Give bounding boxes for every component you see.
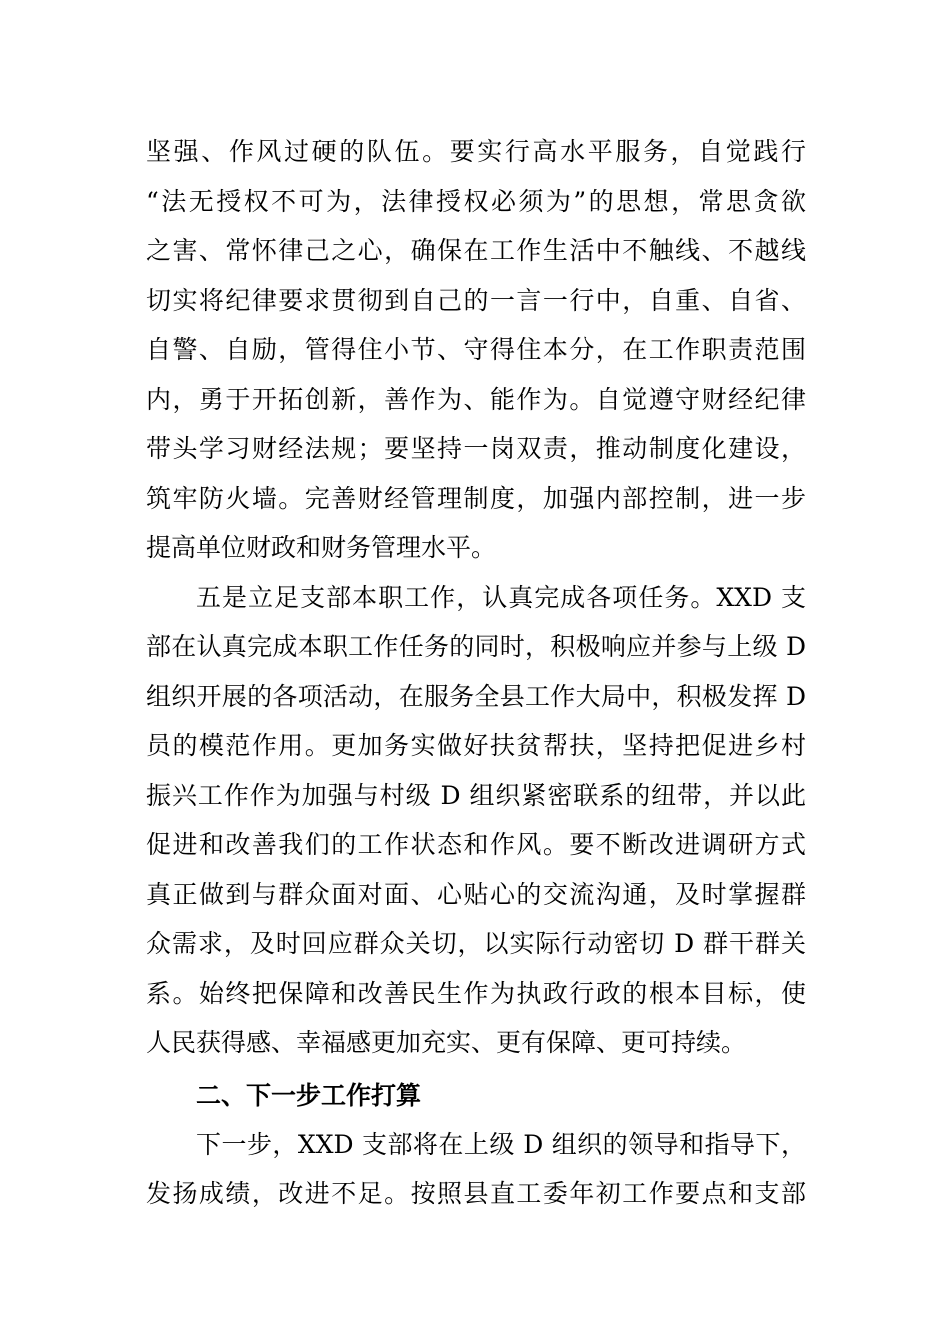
paragraph-line: 下一步，XXD 支部将在上级 D 组织的领导和指导下， bbox=[196, 1130, 806, 1159]
paragraph-line: 众需求，及时回应群众关切，以实际行动密切 D 群干群关 bbox=[146, 929, 806, 958]
paragraph-line: 自警、自励，管得住小节、守得住本分，在工作职责范围 bbox=[146, 335, 806, 364]
paragraph-line: 发扬成绩，改进不足。按照县直工委年初工作要点和支部 bbox=[146, 1179, 806, 1208]
paragraph-line: 促进和改善我们的工作状态和作风。要不断改进调研方式 bbox=[146, 830, 806, 859]
paragraph-line: “法无授权不可为，法律授权必须为”的思想，常思贪欲 bbox=[146, 187, 806, 216]
paragraph-line: 系。始终把保障和改善民生作为执政行政的根本目标，使 bbox=[146, 979, 806, 1008]
paragraph-line: 人民获得感、幸福感更加充实、更有保障、更可持续。 bbox=[146, 1028, 747, 1057]
paragraph-line: 五是立足支部本职工作，认真完成各项任务。XXD 支 bbox=[196, 583, 806, 612]
section-heading: 二、下一步工作打算 bbox=[196, 1081, 422, 1110]
paragraph-line: 部在认真完成本职工作任务的同时，积极响应并参与上级 D bbox=[146, 632, 806, 661]
paragraph-line: 带头学习财经法规；要坚持一岗双责，推动制度化建设， bbox=[146, 434, 806, 463]
paragraph-line: 之害、常怀律己之心，确保在工作生活中不触线、不越线 bbox=[146, 236, 806, 265]
paragraph-line: 真正做到与群众面对面、心贴心的交流沟通，及时掌握群 bbox=[146, 880, 806, 909]
paragraph-line: 坚强、作风过硬的队伍。要实行高水平服务，自觉践行 bbox=[146, 137, 806, 166]
paragraph-line: 切实将纪律要求贯彻到自己的一言一行中，自重、自省、 bbox=[146, 286, 806, 315]
paragraph-line: 员的模范作用。更加务实做好扶贫帮扶，坚持把促进乡村 bbox=[146, 731, 806, 760]
paragraph-line: 提高单位财政和财务管理水平。 bbox=[146, 533, 497, 562]
paragraph-line: 振兴工作作为加强与村级 D 组织紧密联系的纽带，并以此 bbox=[146, 781, 806, 810]
paragraph-line: 内，勇于开拓创新，善作为、能作为。自觉遵守财经纪律 bbox=[146, 385, 806, 414]
paragraph-line: 筑牢防火墙。完善财经管理制度，加强内部控制，进一步 bbox=[146, 484, 806, 513]
paragraph-line: 组织开展的各项活动，在服务全县工作大局中，积极发挥 D bbox=[146, 682, 806, 711]
